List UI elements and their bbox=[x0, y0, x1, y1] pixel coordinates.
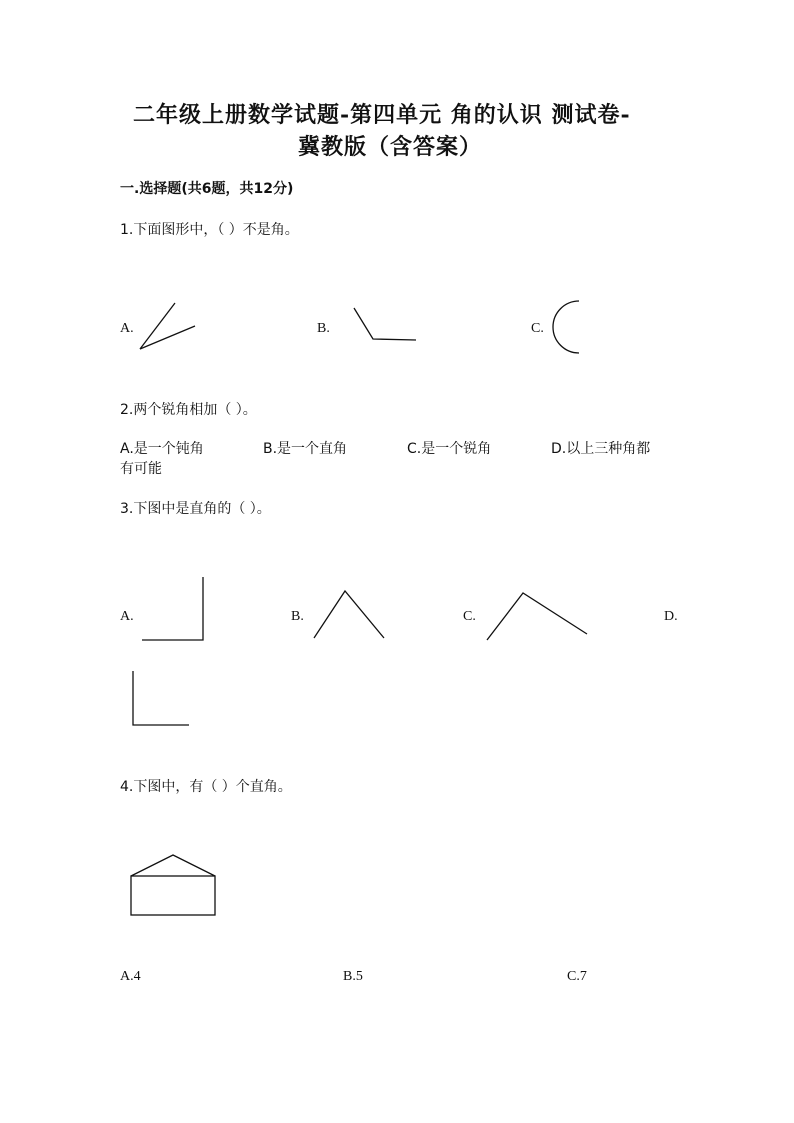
question-2-text: 2.两个锐角相加（ ）。 bbox=[120, 402, 257, 418]
q4-figure-house-shape bbox=[128, 851, 220, 921]
q4-option-a[interactable]: A.4 bbox=[120, 969, 141, 984]
q3-option-d-label[interactable]: D. bbox=[664, 609, 678, 624]
question-1-text: 1.下面图形中，（ ）不是角。 bbox=[120, 222, 299, 238]
q4-option-b[interactable]: B.5 bbox=[343, 969, 363, 984]
q2-option-b[interactable]: B.是一个直角 bbox=[263, 441, 348, 457]
q1-option-a-label[interactable]: A. bbox=[120, 321, 134, 336]
q3-figure-b-angle bbox=[311, 588, 391, 643]
page-title-line-1: 二年级上册数学试题-第四单元 角的认识 测试卷- bbox=[133, 102, 631, 128]
q2-option-d-wrap: 有可能 bbox=[120, 461, 162, 477]
q2-option-c[interactable]: C.是一个锐角 bbox=[407, 441, 492, 457]
q2-option-d[interactable]: D.以上三种角都 bbox=[551, 441, 651, 457]
q3-figure-d-right-angle bbox=[129, 669, 199, 734]
q3-option-c-label[interactable]: C. bbox=[463, 609, 476, 624]
q1-figure-c-arc bbox=[548, 298, 588, 358]
q1-option-b-label[interactable]: B. bbox=[317, 321, 330, 336]
q1-figure-b-angle bbox=[352, 306, 422, 346]
q4-option-c[interactable]: C.7 bbox=[567, 969, 587, 984]
q2-option-a[interactable]: A.是一个钝角 bbox=[120, 441, 204, 457]
question-4-text: 4.下图中，有（ ）个直角。 bbox=[120, 779, 292, 795]
q3-option-a-label[interactable]: A. bbox=[120, 609, 134, 624]
page-title-line-2: 冀教版（含答案） bbox=[298, 134, 483, 160]
section-heading: 一.选择题(共6题，共12分) bbox=[120, 181, 294, 197]
q1-option-c-label[interactable]: C. bbox=[531, 321, 544, 336]
q3-figure-a-right-angle bbox=[140, 575, 210, 645]
question-3-text: 3.下图中是直角的（ ）。 bbox=[120, 501, 271, 517]
q3-option-b-label[interactable]: B. bbox=[291, 609, 304, 624]
q3-figure-c-angle bbox=[484, 590, 594, 645]
q1-figure-a-angle bbox=[138, 300, 198, 355]
